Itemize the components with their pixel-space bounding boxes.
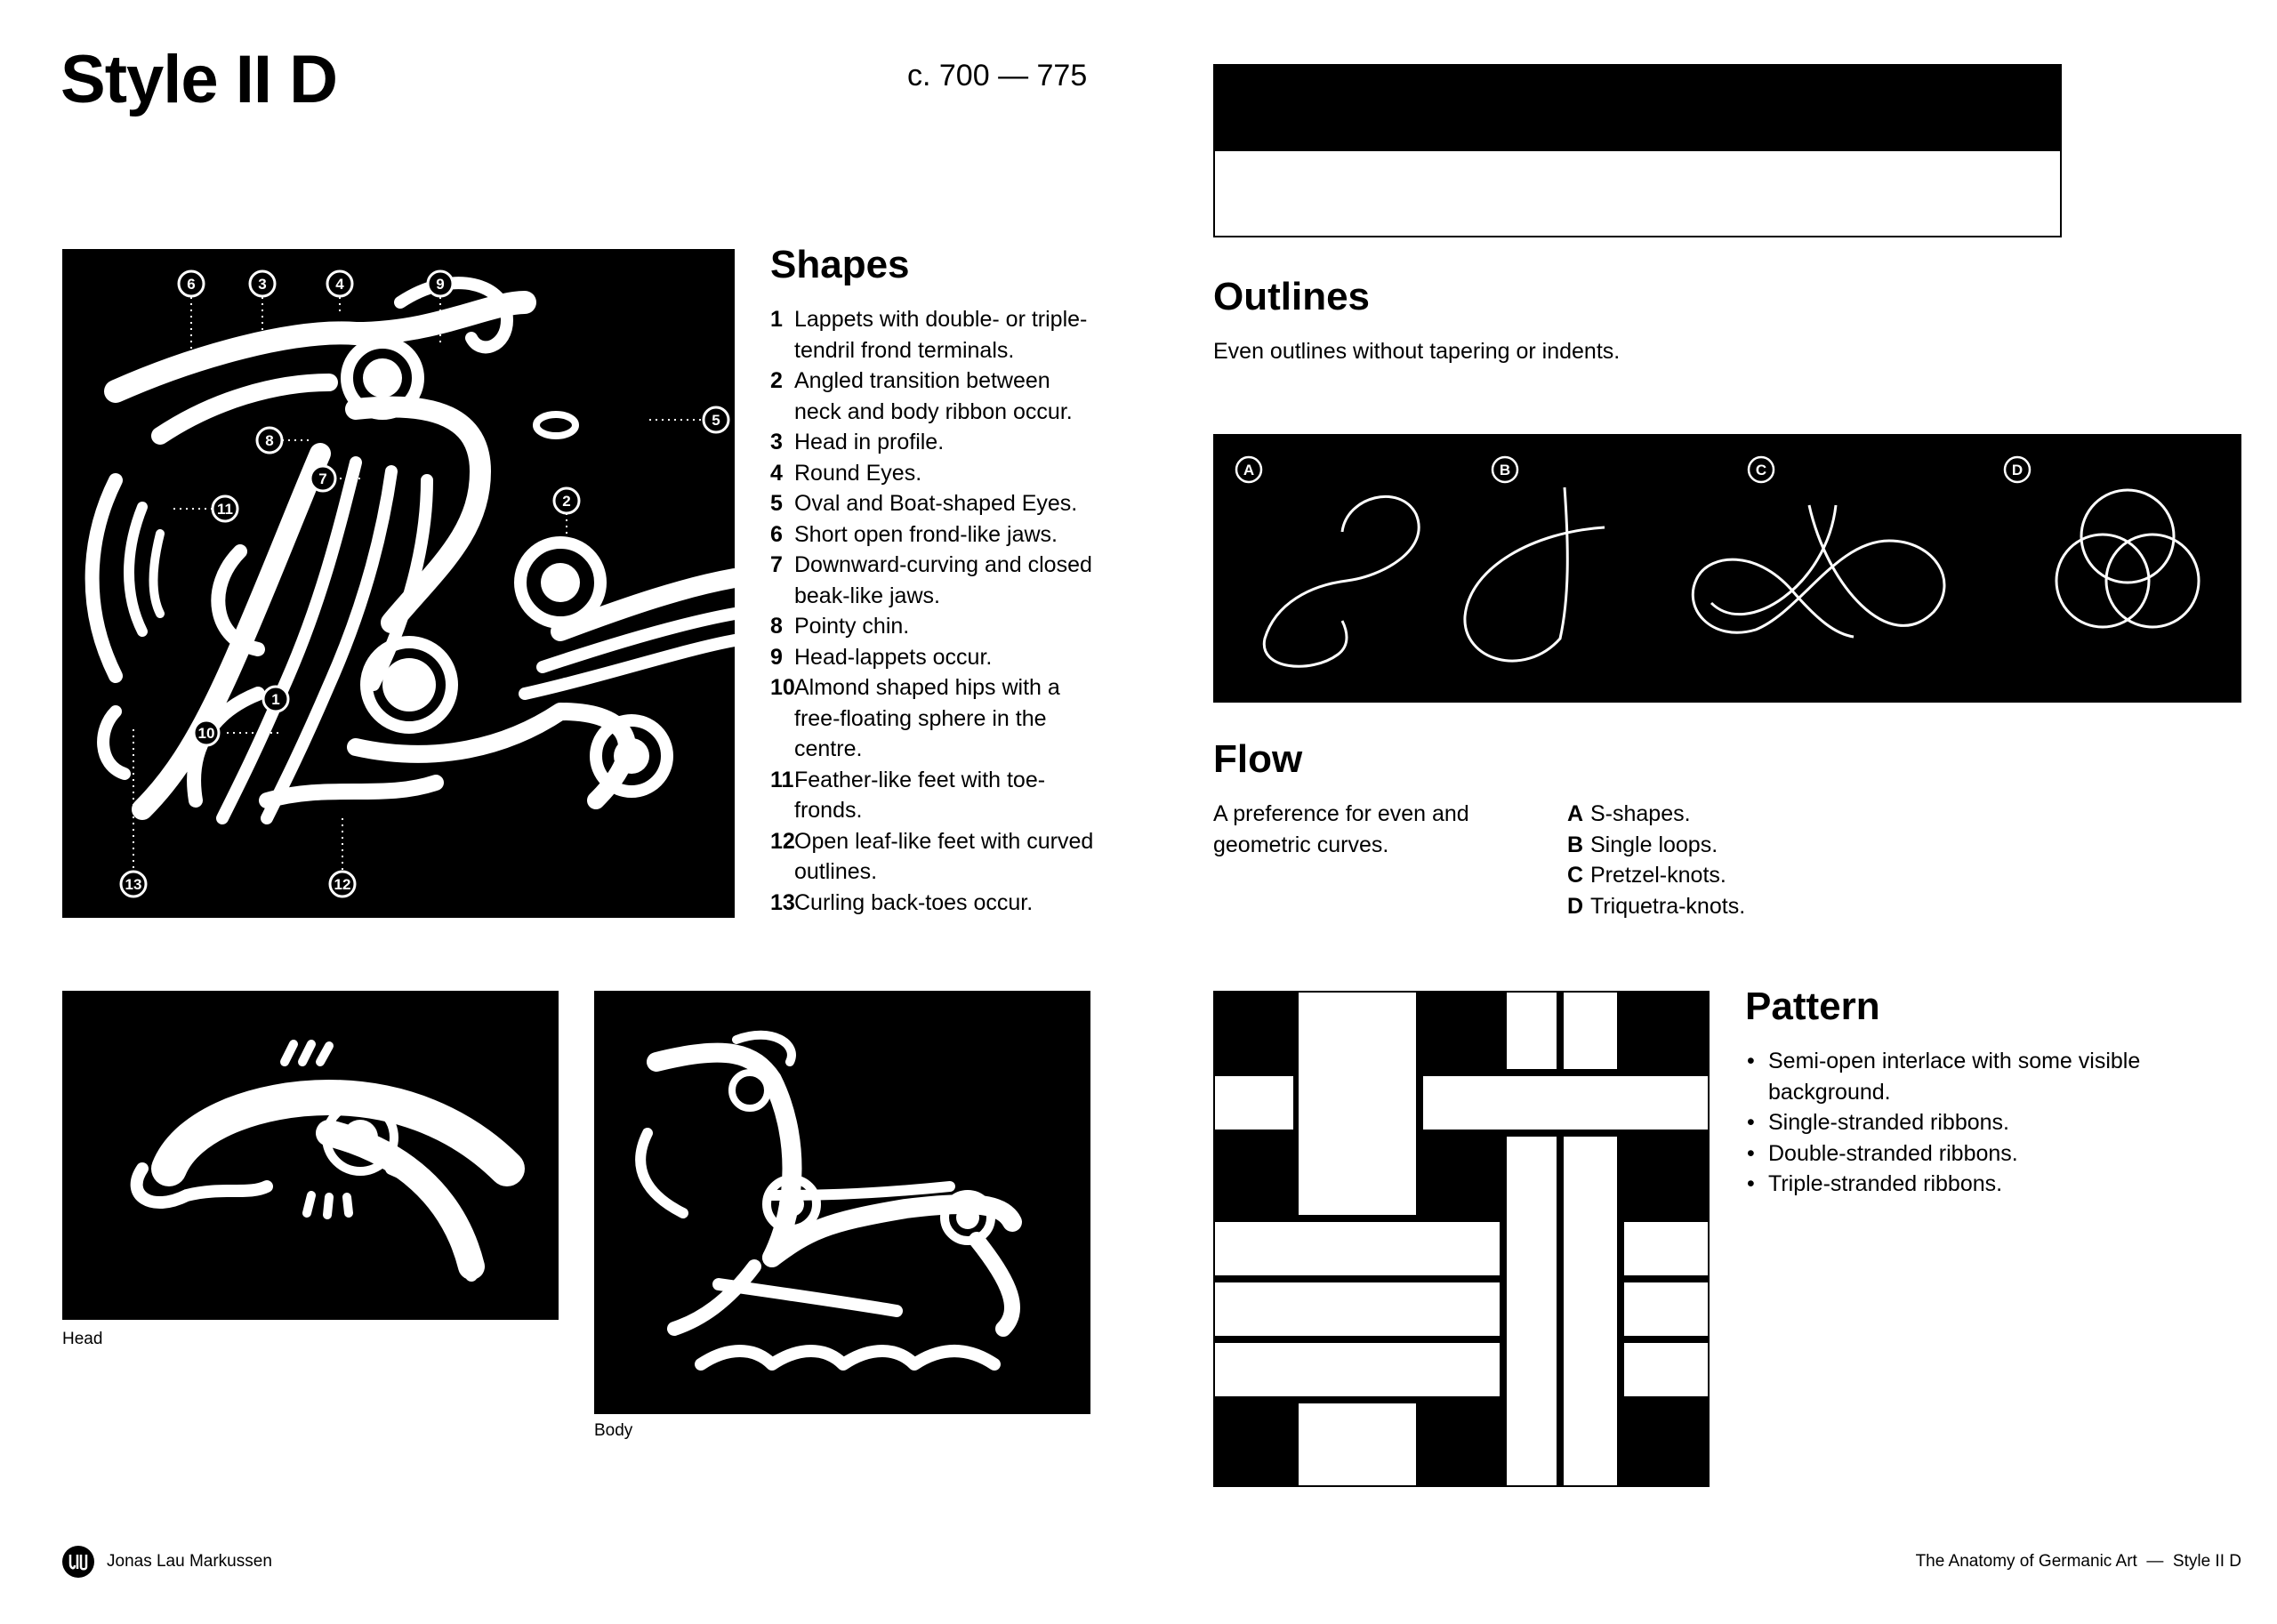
pattern-heading: Pattern xyxy=(1745,985,1880,1028)
head-illustration xyxy=(62,991,559,1320)
flow-label-d: D xyxy=(2011,462,2024,478)
callout-10: 10 xyxy=(197,725,215,742)
shapes-heading: Shapes xyxy=(770,243,910,286)
list-item: 10 Almond shaped hips with a free-floating sphere in the centre. xyxy=(770,675,1060,761)
callout-1: 1 xyxy=(271,691,280,708)
list-item: • Triple-stranded ribbons. xyxy=(1745,1169,2154,1200)
list-item: 3 Head in profile. xyxy=(770,430,945,454)
list-item: 1 Lappets with double- or triple-tendril frond terminals. xyxy=(770,307,1088,363)
flow-diagram xyxy=(1213,434,2241,703)
pretzel-knot-curve xyxy=(1693,505,1944,637)
list-item: • Single-stranded ribbons. xyxy=(1745,1107,2154,1138)
main-illustration xyxy=(62,249,735,918)
flow-label-b: B xyxy=(1499,462,1511,478)
body-caption: Body xyxy=(594,1421,633,1440)
list-item: 9 Head-lappets occur. xyxy=(770,644,993,670)
callout-9: 9 xyxy=(436,276,445,293)
list-item: 4 Round Eyes. xyxy=(770,460,922,486)
single-loop-curve xyxy=(1465,487,1605,661)
callout-11: 11 xyxy=(217,501,233,518)
list-item: D Triquetra-knots. xyxy=(1567,893,1746,919)
list-item: • Double-stranded ribbons. xyxy=(1745,1138,2154,1170)
callout-6: 6 xyxy=(187,276,196,293)
callout-13: 13 xyxy=(125,876,142,893)
list-item: • Semi-open interlace with some visible background. xyxy=(1745,1046,2154,1107)
callout-7: 7 xyxy=(318,470,327,487)
outline-swatch xyxy=(1213,64,2062,237)
list-item: C Pretzel-knots. xyxy=(1567,863,1726,888)
author-logo-icon xyxy=(62,1546,94,1578)
callout-3: 3 xyxy=(258,276,267,293)
outlines-text: Even outlines without tapering or indents. xyxy=(1213,339,1621,364)
callout-4: 4 xyxy=(335,276,344,293)
outlines-heading: Outlines xyxy=(1213,275,1371,318)
s-shape-curve xyxy=(1264,496,1419,666)
flow-heading: Flow xyxy=(1213,737,1303,781)
date-range: c. 700 — 775 xyxy=(907,59,1088,92)
list-item: 11 Feather-like feet with toe-fronds. xyxy=(770,767,1046,823)
body-illustration xyxy=(594,991,1090,1414)
list-item: 8 Pointy chin. xyxy=(770,614,910,639)
callout-2: 2 xyxy=(562,493,571,510)
list-item: B Single loops. xyxy=(1567,832,1718,857)
head-caption: Head xyxy=(62,1330,103,1348)
list-item: 13 Curling back-toes occur. xyxy=(770,889,1034,915)
callout-8: 8 xyxy=(265,432,274,449)
pattern-list xyxy=(1745,1046,2154,1200)
pattern-swatch xyxy=(1213,991,1710,1487)
outline-swatch-black xyxy=(1215,66,2060,151)
flow-label-c: C xyxy=(1755,462,1767,478)
list-item: 2 Angled transition between neck and body ribbon occur. xyxy=(770,368,1073,424)
list-item: 5 Oval and Boat-shaped Eyes. xyxy=(770,491,1078,516)
author-name: Jonas Lau Markussen xyxy=(107,1552,272,1571)
list-item: 7 Downward-curving and closed beak-like jaws. xyxy=(770,552,1092,608)
list-item: 12 Open leaf-like feet with curved outlines. xyxy=(770,828,1094,884)
list-item: A S-shapes. xyxy=(1567,801,1691,826)
flow-text: A preference for even and geometric curves. xyxy=(1213,801,1469,857)
beast-illustration xyxy=(62,249,735,918)
callout-5: 5 xyxy=(712,412,720,429)
list-item: 6 Short open frond-like jaws. xyxy=(770,521,1058,547)
flow-list xyxy=(1567,799,1745,921)
publication-title: The Anatomy of Germanic Art — Style II D xyxy=(1915,1552,2241,1571)
shapes-list xyxy=(770,304,1099,918)
flow-label-a: A xyxy=(1243,462,1255,478)
page-title: Style II D xyxy=(60,42,337,117)
callout-12: 12 xyxy=(334,876,351,893)
